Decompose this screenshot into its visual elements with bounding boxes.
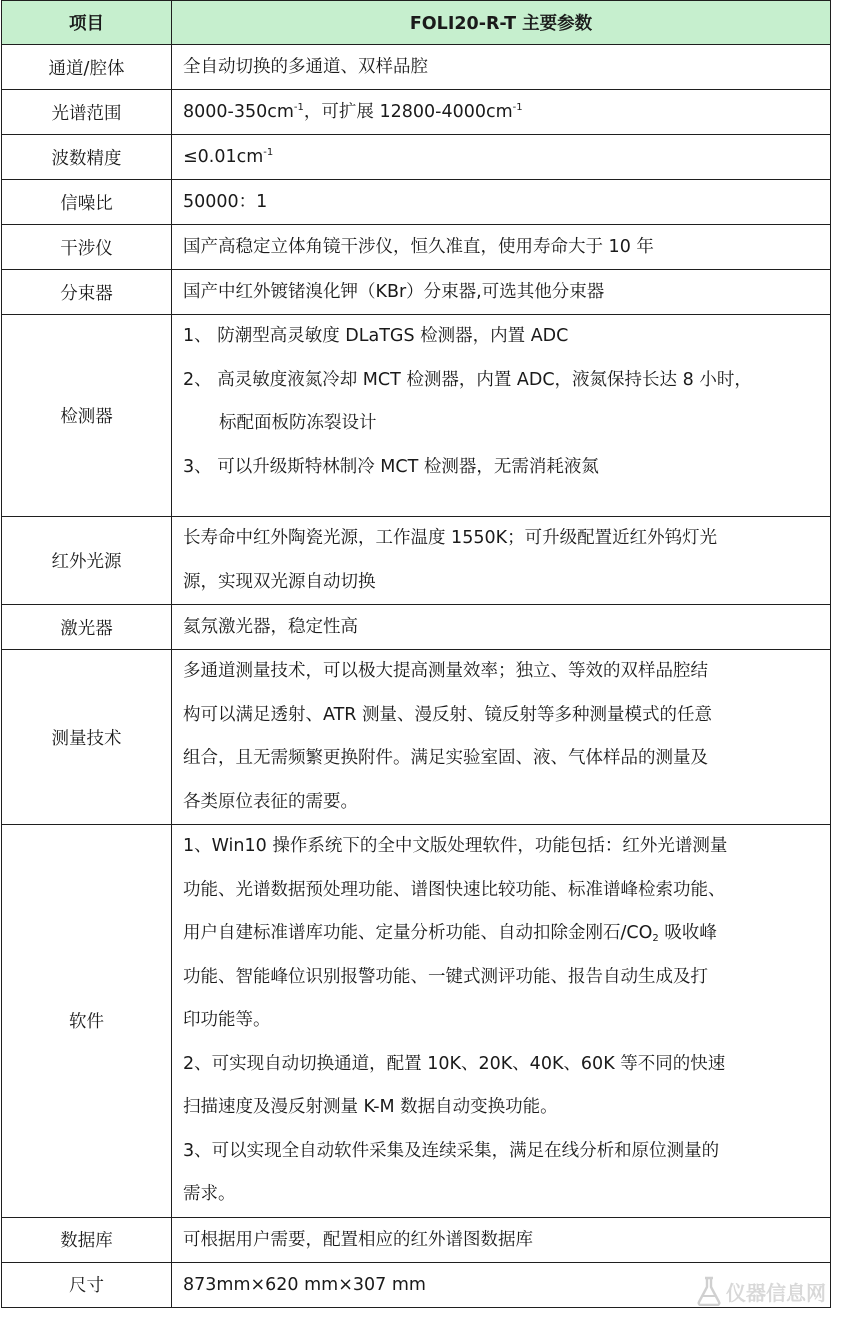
row-wavenumber <box>2 135 831 180</box>
header-params: FOLI20-R-T 主要参数 <box>172 1 831 45</box>
row-value: 1、Win10 操作系统下的全中文版处理软件，功能包括：红外光谱测量 功能、光谱数据预处理功能、谱图快速比较功能、标准谱峰检索功能、 用户自建标准谱库功能、定量分析功能、自动扣除金刚石$/CO_2$ 吸收峰 功能、智能峰位识别报警功能、一键式测评功能、报告自动生成及打 印功能等。 2、可实现自动切换通道，配置 10K、20K、40K、60K 等不同的快速 扫描速度及漫反射测量 K-M 数据自动变换功能。 3、可以实现全自动软件采集及连续采集，满足在线分析和原位测量的 需求。 <box>172 825 831 1218</box>
row-software <box>2 825 831 1218</box>
row-name: 检测器 <box>2 315 172 517</box>
watermark-text: 仪器信息网 <box>726 1280 826 1305</box>
row-name: 测量技术 <box>2 650 172 825</box>
row-value: 50000：1 <box>172 180 831 225</box>
row-value: 873mm×620 mm×307 mm <box>172 1262 831 1307</box>
row-name: 光谱范围 <box>2 90 172 135</box>
spec-table <box>1 0 831 1308</box>
row-value: $\le 0.01cm^{-1}$ <box>172 135 831 180</box>
row-name: 分束器 <box>2 270 172 315</box>
row-name: 数据库 <box>2 1217 172 1262</box>
row-ir-source <box>2 517 831 605</box>
row-name: 信噪比 <box>2 180 172 225</box>
row-value: $8000-350cm^{-1}$，可扩展 $12800-4000cm^{-1}$ <box>172 90 831 135</box>
row-name: 干涉仪 <box>2 225 172 270</box>
row-snr <box>2 180 831 225</box>
row-value: 多通道测量技术，可以极大提高测量效率；独立、等效的双样品腔结 构可以满足透射、ATR 测量、漫反射、镜反射等多种测量模式的任意 组合，且无需频繁更换附件。满足实验室固、液、气体样品的测量及 各类原位表征的需要。 <box>172 650 831 825</box>
header-item: 项目 <box>2 1 172 45</box>
row-database <box>2 1217 831 1262</box>
row-value: 国产高稳定立体角镜干涉仪，恒久准直，使用寿命大于 10 年 <box>172 225 831 270</box>
row-value: 长寿命中红外陶瓷光源，工作温度 1550K；可升级配置近红外钨灯光 源，实现双光源自动切换 <box>172 517 831 605</box>
row-name: 波数精度 <box>2 135 172 180</box>
row-value: 氦氖激光器，稳定性高 <box>172 605 831 650</box>
row-detector <box>2 315 831 517</box>
row-value: 国产中红外镀锗溴化钾（KBr）分束器,可选其他分束器 <box>172 270 831 315</box>
row-interferometer <box>2 225 831 270</box>
row-name: 激光器 <box>2 605 172 650</box>
row-name: 红外光源 <box>2 517 172 605</box>
row-technique <box>2 650 831 825</box>
watermark <box>696 1276 826 1306</box>
row-beamsplitter <box>2 270 831 315</box>
row-value: 1、 防潮型高灵敏度 DLaTGS 检测器，内置 ADC 2、 高灵敏度液氮冷却 MCT 检测器，内置 ADC，液氮保持长达 8 小时， 标配面板防冻裂设计 3、 可以升级斯特林制冷 MCT 检测器，无需消耗液氮 <box>172 315 831 517</box>
row-spectral-range <box>2 90 831 135</box>
flask-logo-icon <box>696 1276 722 1306</box>
row-name: 尺寸 <box>2 1262 172 1307</box>
row-value: 全自动切换的多通道、双样品腔 <box>172 45 831 90</box>
row-channel <box>2 45 831 90</box>
row-laser <box>2 605 831 650</box>
row-value: 可根据用户需要，配置相应的红外谱图数据库 <box>172 1217 831 1262</box>
row-name: 软件 <box>2 825 172 1218</box>
row-name: 通道/腔体 <box>2 45 172 90</box>
table-header-row <box>2 1 831 45</box>
